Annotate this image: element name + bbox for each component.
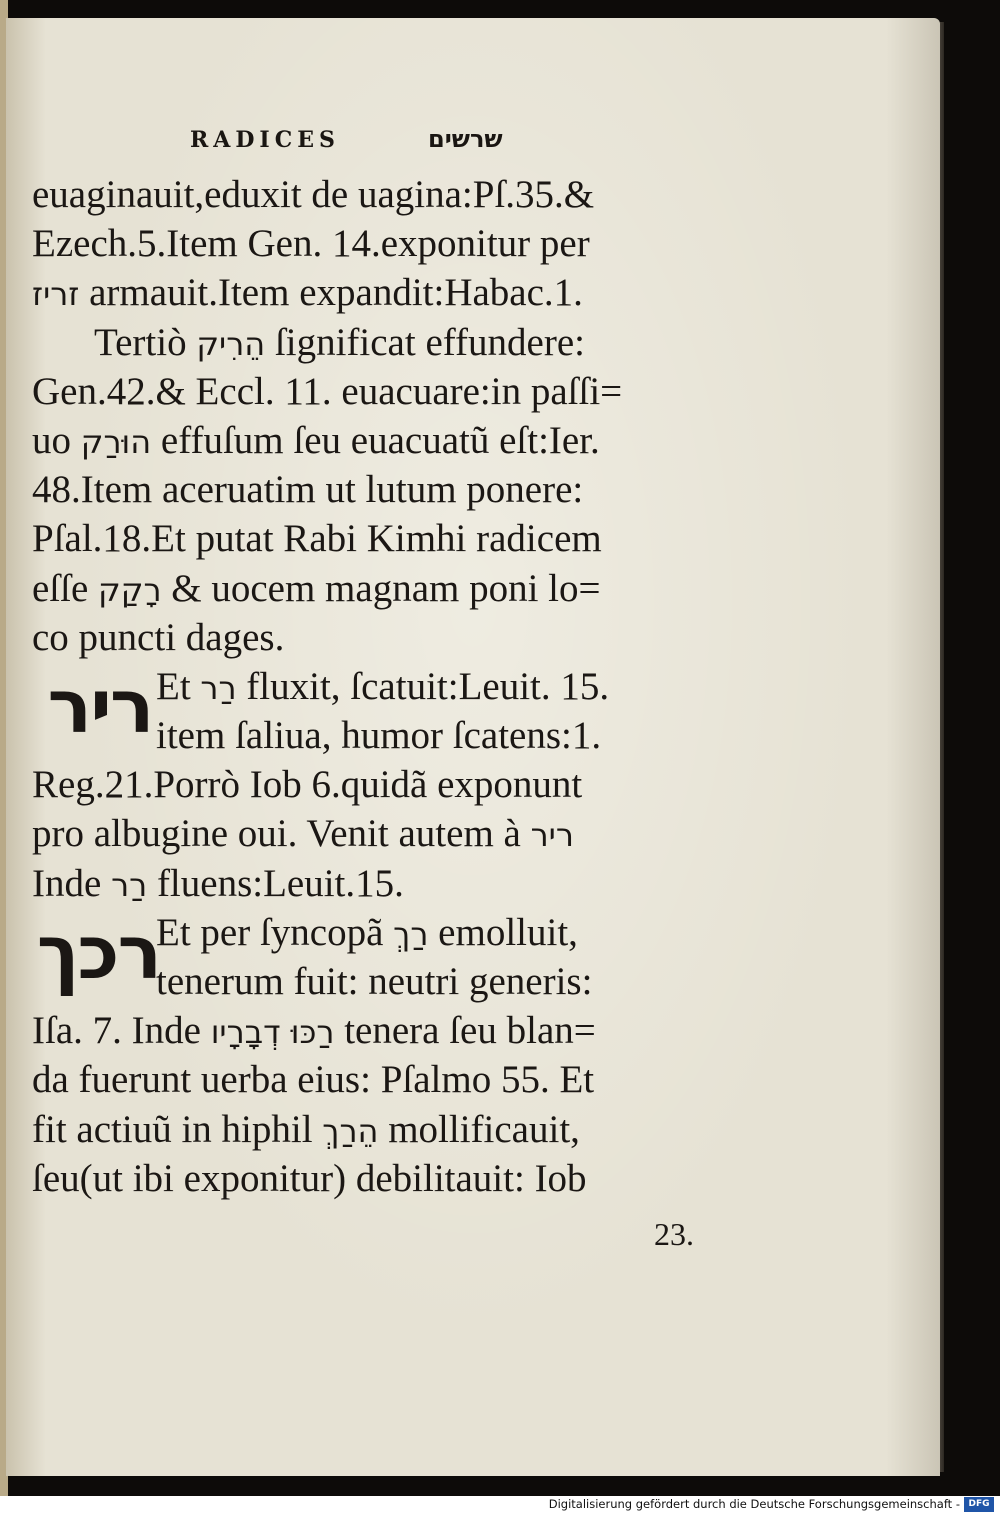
text-span: pro albugine oui. Venit autem à [32,812,531,856]
text-span: effuſum ſeu euacuatũ eſt:Ier. [151,418,600,462]
text-span: mollificauit, [378,1107,580,1151]
text-line: Reg.21.Porrò Iob 6.quidã exponunt [32,763,583,807]
text-line: Ezech.5.Item Gen. 14.exponitur per [32,222,590,266]
entry-first-lines [156,908,592,1006]
text-line [156,662,609,711]
text-line: co puncti dages. [32,615,285,659]
hebrew-word: רַכּוּ דְבָרָיו [210,1013,335,1052]
text-line [32,1006,712,1055]
digitization-footer [0,1496,1000,1514]
text-line: 48.Item aceruatim ut lutum ponere: [32,468,584,512]
text-span: ſignificat effundere: [265,320,585,364]
text-line: item ſaliua, humor ſcatens:1. [156,714,602,758]
text-line [32,1105,712,1154]
hebrew-word: רַר [200,668,237,707]
text-line: da fuerunt uerba eius: Pſalmo 55. Et [32,1058,595,1102]
hebrew-word: רַךְ [393,914,429,953]
text-line: Gen.42.& Eccl. 11. euacuare:in paſſi= [32,369,623,413]
entry-first-lines [156,662,609,760]
text-line: Pſal.18.Et putat Rabi Kimhi radicem [32,517,602,561]
entry-headword: ריר [47,663,153,750]
text-line [32,809,712,858]
hebrew-word: הֵרִיק [196,324,266,363]
dictionary-entry [32,662,712,760]
hebrew-word: הֵרַךְ [322,1111,379,1150]
hebrew-word: רַר [111,865,148,904]
text-line: euaginauit,eduxit de uagina:Pſ.35.& [32,173,595,216]
text-line [32,318,712,367]
dictionary-entry [32,908,712,1006]
funding-credit: Digitalisierung gefördert durch die Deutsche Forschungsgemeinschaft - [548,1497,960,1511]
text-span: Inde [32,861,112,905]
text-span: eſſe [32,566,99,610]
hebrew-word: זריז [32,275,80,314]
text-line: ſeu(ut ibi exponitur) debilitauit: Iob [32,1156,587,1200]
hebrew-word: ריר [530,816,574,855]
page-header [190,127,530,161]
hebrew-word: הוּרַק [80,422,152,461]
text-line [32,268,712,317]
text-span: Et [156,664,201,708]
text-span: fit actiuũ in hiphil [32,1107,323,1151]
text-line [32,416,712,465]
text-line [156,908,592,957]
running-head: RADICES [190,127,340,153]
hebrew-word: רָקַק [98,570,162,609]
text-span: Iſa. 7. Inde [32,1009,211,1053]
text-span: uo [32,418,81,462]
text-span: Et per ſyncopã [156,910,394,954]
text-span: fluxit, ſcatuit:Leuit. 15. [236,664,610,708]
dfg-logo: DFG [964,1497,994,1512]
page-number: 23. [654,1216,694,1252]
text-span: fluens:Leuit.15. [147,861,404,905]
hebrew-running-head: שרשים [428,125,503,153]
text-span: & uocem magnam poni lo= [161,566,601,610]
text-span: emolluit, [428,910,578,954]
body-text [32,170,712,1203]
text-span: armauit.Item expandit:Habac.1. [79,271,583,315]
text-span: Tertiò [94,320,197,364]
text-line [32,859,712,908]
text-line: tenerum fuit: neutri generis: [156,960,593,1004]
entry-headword: רכך [36,909,160,996]
text-span: tenera ſeu blan= [334,1009,596,1053]
text-line [32,564,712,613]
